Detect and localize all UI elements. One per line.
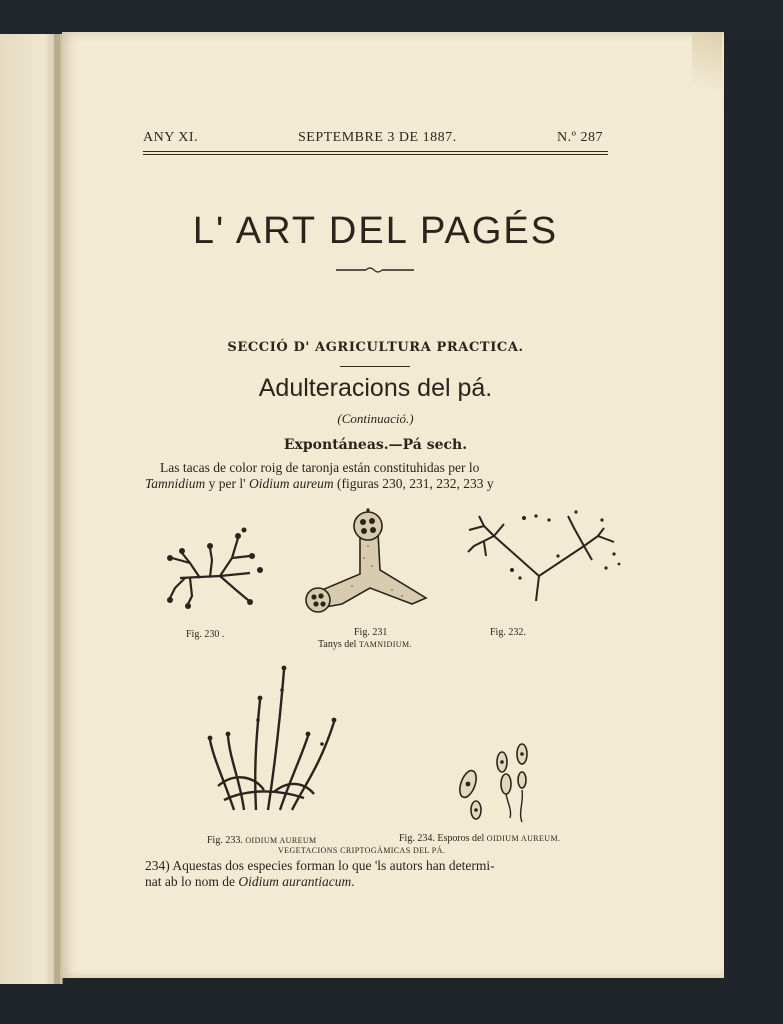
caption-text: Fig. 234. Esporos del bbox=[399, 833, 487, 844]
figure-231-subcaption bbox=[318, 639, 412, 650]
ornament-divider bbox=[336, 266, 414, 274]
body-text: . bbox=[351, 874, 355, 889]
caption-smallcaps: OIDIUM AUREUM. bbox=[486, 834, 561, 843]
figure-232-illustration bbox=[464, 506, 624, 606]
caption-text: Tanys del bbox=[318, 639, 359, 650]
figure-232-caption: Fig. 232. bbox=[490, 627, 526, 638]
article-subheading: Expontáneas.—Pá sech. bbox=[283, 437, 468, 453]
masthead-title: L' ART DEL PAGÉS bbox=[192, 210, 559, 252]
body-text: nat ab lo nom de bbox=[145, 874, 239, 889]
figure-233-caption bbox=[207, 835, 317, 846]
plate-caption: VEGETACIONS CRIPTOGÁMICAS DEL PÁ. bbox=[278, 846, 446, 855]
figure-231-illustration bbox=[302, 506, 432, 618]
scan-background bbox=[0, 0, 783, 34]
figure-230-illustration bbox=[160, 518, 270, 610]
caption-text: Fig. 233. bbox=[207, 835, 246, 846]
section-heading: SECCIÓ D' AGRICULTURA PRACTICA. bbox=[227, 340, 524, 355]
figure-230-caption: Fig. 230 . bbox=[186, 629, 225, 640]
italic-term: Oidium aureum bbox=[248, 476, 334, 491]
body-line-3: 234) Aquestas dos especies forman lo que 'ls autors han determi- bbox=[145, 858, 495, 873]
figure-231-caption: Fig. 231 bbox=[354, 627, 388, 638]
caption-smallcaps: TAMNIDIUM. bbox=[358, 640, 412, 649]
figure-234-caption bbox=[399, 833, 560, 844]
page-corner-fold bbox=[692, 32, 722, 112]
body-line-4 bbox=[145, 874, 610, 890]
volume-label: ANY XI. bbox=[143, 130, 199, 145]
italic-term: Oidium aurantiacum bbox=[238, 874, 352, 889]
italic-term: Tamnidium bbox=[145, 476, 206, 491]
body-line-2 bbox=[145, 476, 610, 492]
figure-234-illustration bbox=[452, 740, 534, 824]
issue-date: SEPTEMBRE 3 DE 1887. bbox=[298, 130, 457, 145]
body-text: y per l' bbox=[205, 476, 249, 491]
figure-233-illustration bbox=[204, 660, 340, 822]
book-gutter bbox=[54, 34, 60, 984]
header-rule-top bbox=[143, 151, 608, 152]
newspaper-page bbox=[62, 32, 724, 978]
caption-smallcaps: OIDIUM AUREUM bbox=[245, 836, 317, 845]
issue-number: N.º 287 bbox=[557, 130, 603, 145]
body-line-1: Las tacas de color roig de taronja están constituhidas per lo bbox=[160, 460, 480, 475]
header-rule-bottom bbox=[143, 154, 608, 155]
continuation-note: (Continuació.) bbox=[337, 411, 414, 426]
body-text: (figuras 230, 231, 232, 233 y bbox=[333, 476, 494, 491]
article-title: Adulteracions del pá. bbox=[258, 374, 493, 402]
section-rule bbox=[340, 366, 410, 367]
